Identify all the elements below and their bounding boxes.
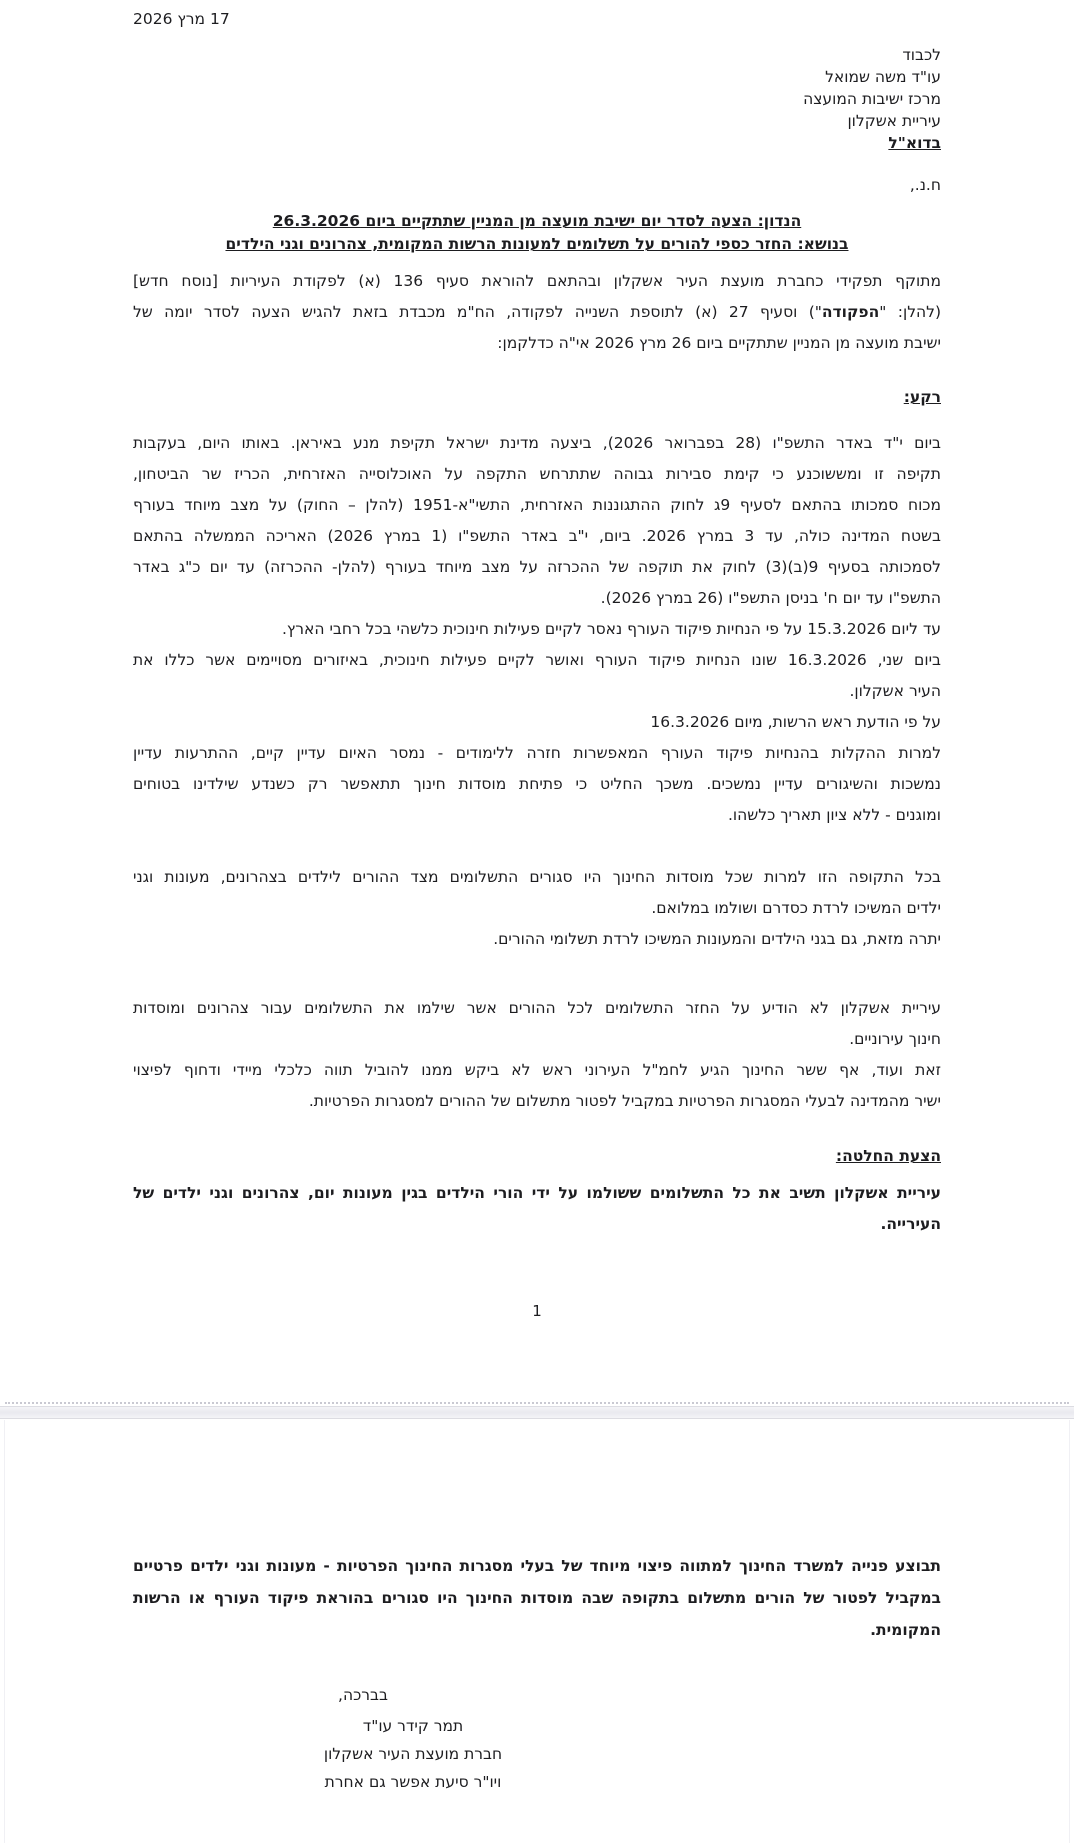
page-break-band [0, 1406, 1074, 1419]
paragraph-line: חינוך עירוניים. [849, 1030, 941, 1048]
greeting-text: ח.נ., [909, 176, 941, 194]
letter-body [133, 0, 941, 1843]
intro-line-bold-term: הפקודה [821, 303, 880, 321]
background-paragraph [133, 428, 941, 831]
intro-paragraph [133, 266, 941, 359]
page-number-text: 1 [532, 1302, 542, 1320]
refund-paragraph [133, 993, 941, 1117]
page-number [133, 1302, 941, 1320]
signature-name: תמר קידר עו"ד [362, 1717, 464, 1735]
recipient-line: עיריית אשקלון [847, 112, 941, 130]
date-text: 17 מרץ 2026 [133, 10, 230, 28]
intro-line [133, 297, 941, 328]
subject-line-2: בנושא: החזר כספי להורים על תשלומים למעונות הרשות המקומית, צהרונים וגני הילדים [225, 235, 849, 253]
paragraph-line: יתרה מזאת, גם בגני הילדים והמעונות המשיכו לרדת תשלומי ההורים. [493, 930, 941, 948]
paragraph-line: ילדים המשיכו לרדת כסדרם ושולמו במלואם. [651, 899, 941, 917]
subject-block [133, 210, 941, 256]
signature-title-1: חברת מועצת העיר אשקלון [323, 1745, 503, 1763]
background-line: על פי הודעת ראש הרשות, מיום 16.3.2026 [650, 713, 941, 731]
letter-date [133, 8, 941, 30]
recipient-line: עו"ד משה שמואל [825, 68, 941, 86]
decision-heading [133, 1145, 941, 1167]
decision-paragraph [133, 1178, 941, 1240]
recipient-line: לכבוד [902, 46, 941, 64]
background-line: העיר אשקלון. [849, 682, 941, 700]
background-line: ומוגנים - ללא ציון תאריך כלשהו. [728, 806, 941, 824]
payments-paragraph [133, 862, 941, 955]
section-heading-background [133, 386, 941, 408]
heading-text: הצעת החלטה: [835, 1147, 941, 1165]
background-line: נמשכות והשיגורים עדיין נמשכים. משכך החליט כי פתיחת מוסדות חינוך תתאפשר רק כשנדע שילדינו בטוחים [133, 775, 941, 793]
background-line: ביום שני, 16.3.2026 שונו הנחיות פיקוד העורף ואושר לקיים פעילות חינוכית, באיזורים מסויימים אשר כללו את [133, 651, 941, 669]
decision-line: העירייה. [880, 1215, 941, 1233]
background-line: בשטח המדינה כולה, עד 3 במרץ 2026. ביום, י"ב באדר התשפ"ו (1 במרץ 2026) האריכה הממשלה בהתאם [133, 527, 941, 545]
heading-text: רקע: [903, 388, 941, 406]
signature-block [273, 1712, 553, 1796]
intro-line-segment: ") וסעיף 27 (א) לתוספת השנייה לפקודה, הח"מ מכבדת בזאת להגיש הצעה לסדר יומה של [133, 303, 822, 321]
page2-left-edge [4, 1420, 5, 1843]
delivery-method: בדוא"ל [888, 134, 941, 152]
closing-salutation [283, 1684, 443, 1706]
page-separator [0, 1402, 1074, 1419]
background-line: תקיפה זו ומששוכנע כי קימת סבירות גבוהה שתתרחש התקפה על האוכלוסייה האזרחית, הכריז שר הביטחון, [133, 465, 941, 483]
background-line: לסמכותה בסעיף 9(ב)(3) לחוק את תוקפה של ההכרזה על מצב מיוחד בעורף (להלן- ההכרזה) עד יום כ"ג באדר [133, 558, 941, 576]
paragraph-line: עיריית אשקלון לא הודיע על החזר התשלומים לכל ההורים אשר שילמו את התשלומים עבור צהרונים ומוסדות [133, 999, 941, 1017]
decision-line: עיריית אשקלון תשיב את כל התשלומים ששולמו על ידי הורי הילדים בגין מעונות יום, צהרונים וגני ילדים של [133, 1184, 941, 1202]
paragraph-line: זאת ועוד, אף ששר החינוך הגיע לחמ"ל העירוני ראש לא ביקש ממנו להוביל תווה כלכלי מיידי ודחוף לפיצוי [133, 1061, 941, 1079]
recipient-line: מרכז ישיבות המועצה [803, 90, 941, 108]
recipient-block [133, 44, 941, 154]
paragraph-line: ישיר מהמדינה לבעלי המסגרות הפרטיות במקביל לפטור מתשלום של ההורים למסגרות הפרטיות. [308, 1092, 941, 1110]
intro-line: ישיבת מועצה מן המניין שתתקיים ביום 26 מרץ 2026 אי"ה כדלקמן: [497, 334, 941, 352]
proposal-line: תבוצע פנייה למשרד החינוך למתווה פיצוי מיוחד של בעלי מסגרות החינוך הפרטיות - מעונות וגני ילדים פרטיים [133, 1557, 941, 1575]
background-line: התשפ"ו עד יום ח' בניסן התשפ"ו (26 במרץ 2026). [600, 589, 941, 607]
signature-title-2: ויו"ר סיעת אפשר גם אחרת [324, 1773, 502, 1791]
intro-line-segment: (להלן: " [879, 303, 941, 321]
proposal-line: במקביל לפטור של הורים מתשלום בתקופה שבה מוסדות החינוך היו סגורים בהוראת פיקוד העורף או הרשות [133, 1589, 941, 1607]
proposal-paragraph [133, 1550, 941, 1646]
page2-right-edge [1069, 1420, 1070, 1843]
greeting [133, 174, 941, 196]
proposal-line: המקומית. [870, 1621, 941, 1639]
background-line: מכוח סמכותו בהתאם לסעיף 9ג לחוק ההתגוננות האזרחית, התשי"א-1951 (להלן – החוק) על מצב מיוחד בעורף [133, 496, 942, 514]
background-line: ביום י"ד באדר התשפ"ו (28 בפברואר 2026), ביצעה מדינת ישראל תקיפת מנע באיראן. באותו היום, בעקבות [133, 434, 942, 452]
closing-text: בברכה, [338, 1686, 388, 1704]
background-line: עד ליום 15.3.2026 על פי הנחיות פיקוד העורף נאסר לקיים פעילות חינוכית כלשהי בכל רחבי הארץ. [281, 620, 941, 638]
page-break-dotted-edge [5, 1402, 1069, 1404]
intro-line: מתוקף תפקידי כחברת מועצת העיר אשקלון ובהתאם להוראת סעיף 136 (א) לפקודת העיריות [נוסח חדש] [133, 272, 941, 290]
paragraph-line: בכל התקופה הזו למרות שכל מוסדות החינוך היו סגורים התשלומים מצד ההורים לילדים בצהרונים, מעונות וגני [133, 868, 941, 886]
background-line: למרות ההקלות בהנחיות פיקוד העורף המאפשרות חזרה ללימודים - נמסר האיום עדיין קיים, ההתרעות עדיין [133, 744, 941, 762]
subject-line-1: הנדון: הצעה לסדר יום ישיבת מועצה מן המניין שתתקיים ביום 26.3.2026 [272, 212, 802, 230]
